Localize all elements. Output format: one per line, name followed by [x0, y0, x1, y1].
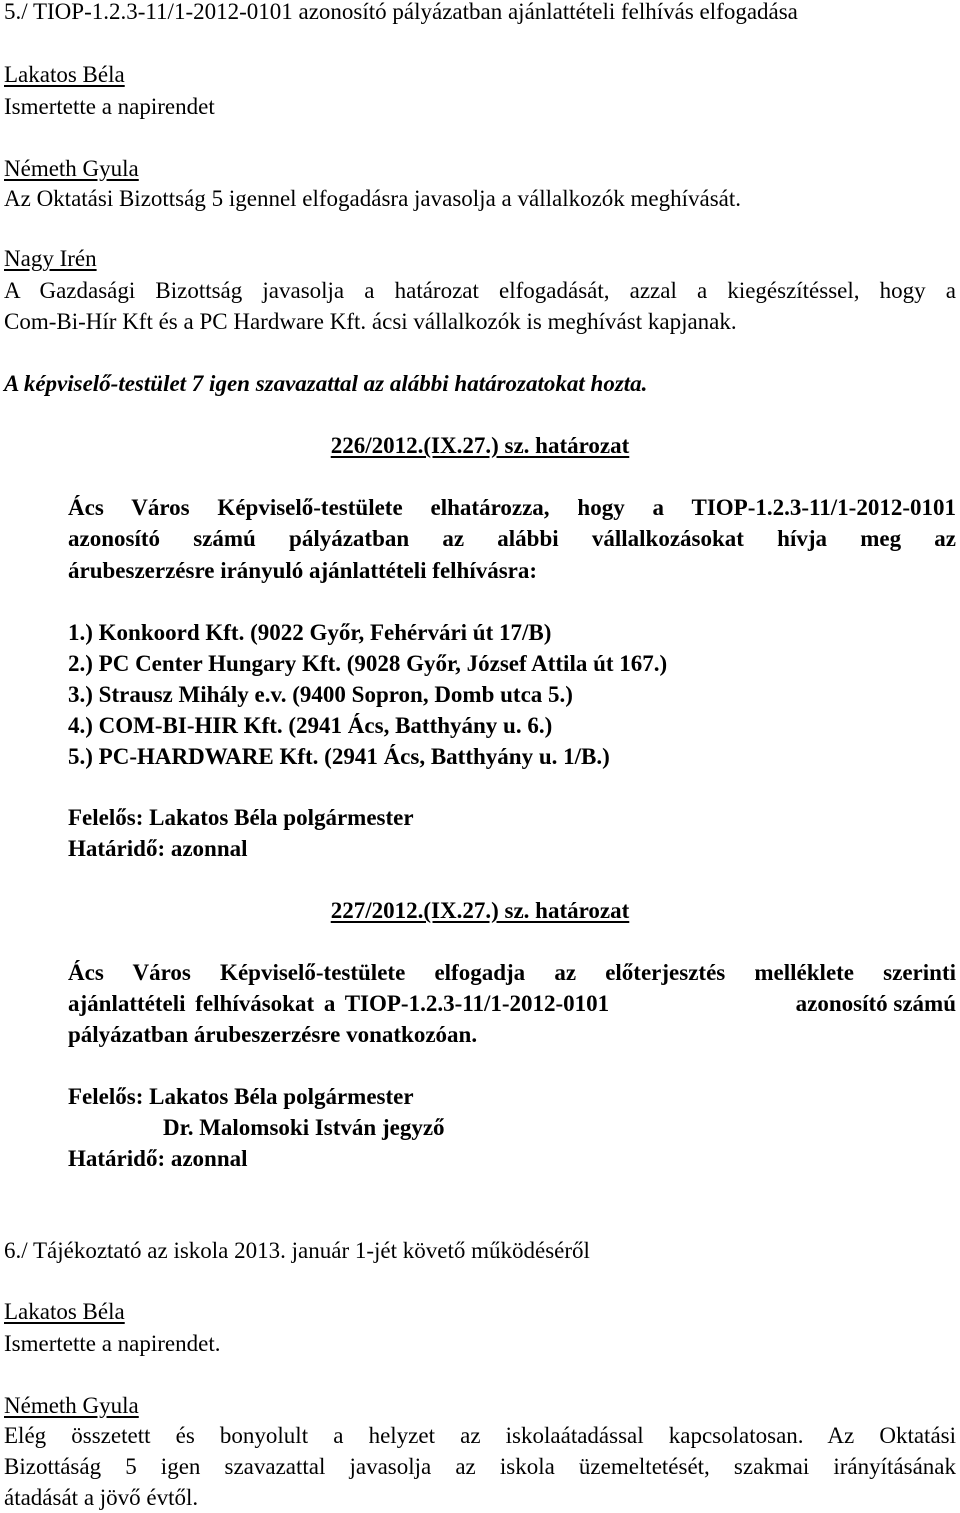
resolution-title: 226/2012.(IX.27.) sz. határozat: [330, 433, 630, 458]
deadline: Határidő: azonnal: [68, 836, 248, 861]
resolution-text: árubeszerzésre irányuló ajánlattételi felhívásra:: [68, 558, 538, 583]
company-list-item: 2.) PC Center Hungary Kft. (9028 Győr, József Attila út 167.): [68, 651, 668, 676]
company-list-item: 5.) PC-HARDWARE Kft. (2941 Ács, Batthyány u. 1/B.): [68, 744, 610, 769]
deadline: Határidő: azonnal: [68, 1146, 248, 1171]
paragraph: Az Oktatási Bizottság 5 igennel elfogadásra javasolja a vállalkozók meghívását.: [4, 186, 742, 211]
responsible-person: Felelős: Lakatos Béla polgármester: [68, 805, 414, 830]
resolution-text: azonosító számú: [795, 991, 956, 1016]
resolution-text: pályázatban árubeszerzésre vonatkozóan.: [68, 1022, 478, 1047]
paragraph: A Gazdasági Bizottság javasolja a határozat elfogadását, azzal a kiegészítéssel, hogy a: [4, 278, 956, 303]
paragraph: Ismertette a napirendet.: [4, 1331, 221, 1356]
paragraph: Com-Bi-Hír Kft és a PC Hardware Kft. ácsi vállalkozók is meghívást kapjanak.: [4, 309, 737, 334]
section-heading: 6./ Tájékoztató az iskola 2013. január 1-jét követő működéséről: [4, 1238, 590, 1263]
company-list-item: 4.) COM-BI-HIR Kft. (2941 Ács, Batthyány u. 6.): [68, 713, 553, 738]
speaker-name: Lakatos Béla: [4, 62, 125, 87]
company-list-item: 3.) Strausz Mihály e.v. (9400 Sopron, Domb utca 5.): [68, 682, 573, 707]
responsible-person: Dr. Malomsoki István jegyző: [163, 1115, 445, 1140]
resolution-text: azonosító számú pályázatban az alábbi vállalkozásokat hívja meg az: [68, 526, 956, 551]
speaker-name: Németh Gyula: [4, 1393, 139, 1418]
resolution-title: 227/2012.(IX.27.) sz. határozat: [330, 898, 630, 923]
resolution-text: Ács Város Képviselő-testülete elhatározza, hogy a TIOP-1.2.3-11/1-2012-0101: [68, 495, 956, 520]
section-heading: 5./ TIOP-1.2.3-11/1-2012-0101 azonosító pályázatban ajánlattételi felhívás elfogadása: [4, 0, 798, 24]
resolution-text: ajánlattételi felhívásokat a TIOP-1.2.3-11/1-2012-0101: [68, 991, 610, 1016]
company-list-item: 1.) Konkoord Kft. (9022 Győr, Fehérvári út 17/B): [68, 620, 552, 645]
speaker-name: Nagy Irén: [4, 246, 97, 271]
resolution-text: Ács Város Képviselő-testülete elfogadja az előterjesztés melléklete szerinti: [68, 960, 956, 985]
responsible-person: Felelős: Lakatos Béla polgármester: [68, 1084, 414, 1109]
paragraph: Bizottáság 5 igen szavazattal javasolja az iskola üzemeltetését, szakmai irányításának: [4, 1454, 956, 1479]
speaker-name: Németh Gyula: [4, 156, 139, 181]
paragraph: Elég összetett és bonyolult a helyzet az iskolaátadással kapcsolatosan. Az Oktatási: [4, 1423, 956, 1448]
paragraph: átadását a jövő évtől.: [4, 1485, 199, 1510]
vote-statement: A képviselő-testület 7 igen szavazattal az alábbi határozatokat hozta.: [4, 371, 648, 396]
paragraph: Ismertette a napirendet: [4, 94, 215, 119]
speaker-name: Lakatos Béla: [4, 1299, 125, 1324]
